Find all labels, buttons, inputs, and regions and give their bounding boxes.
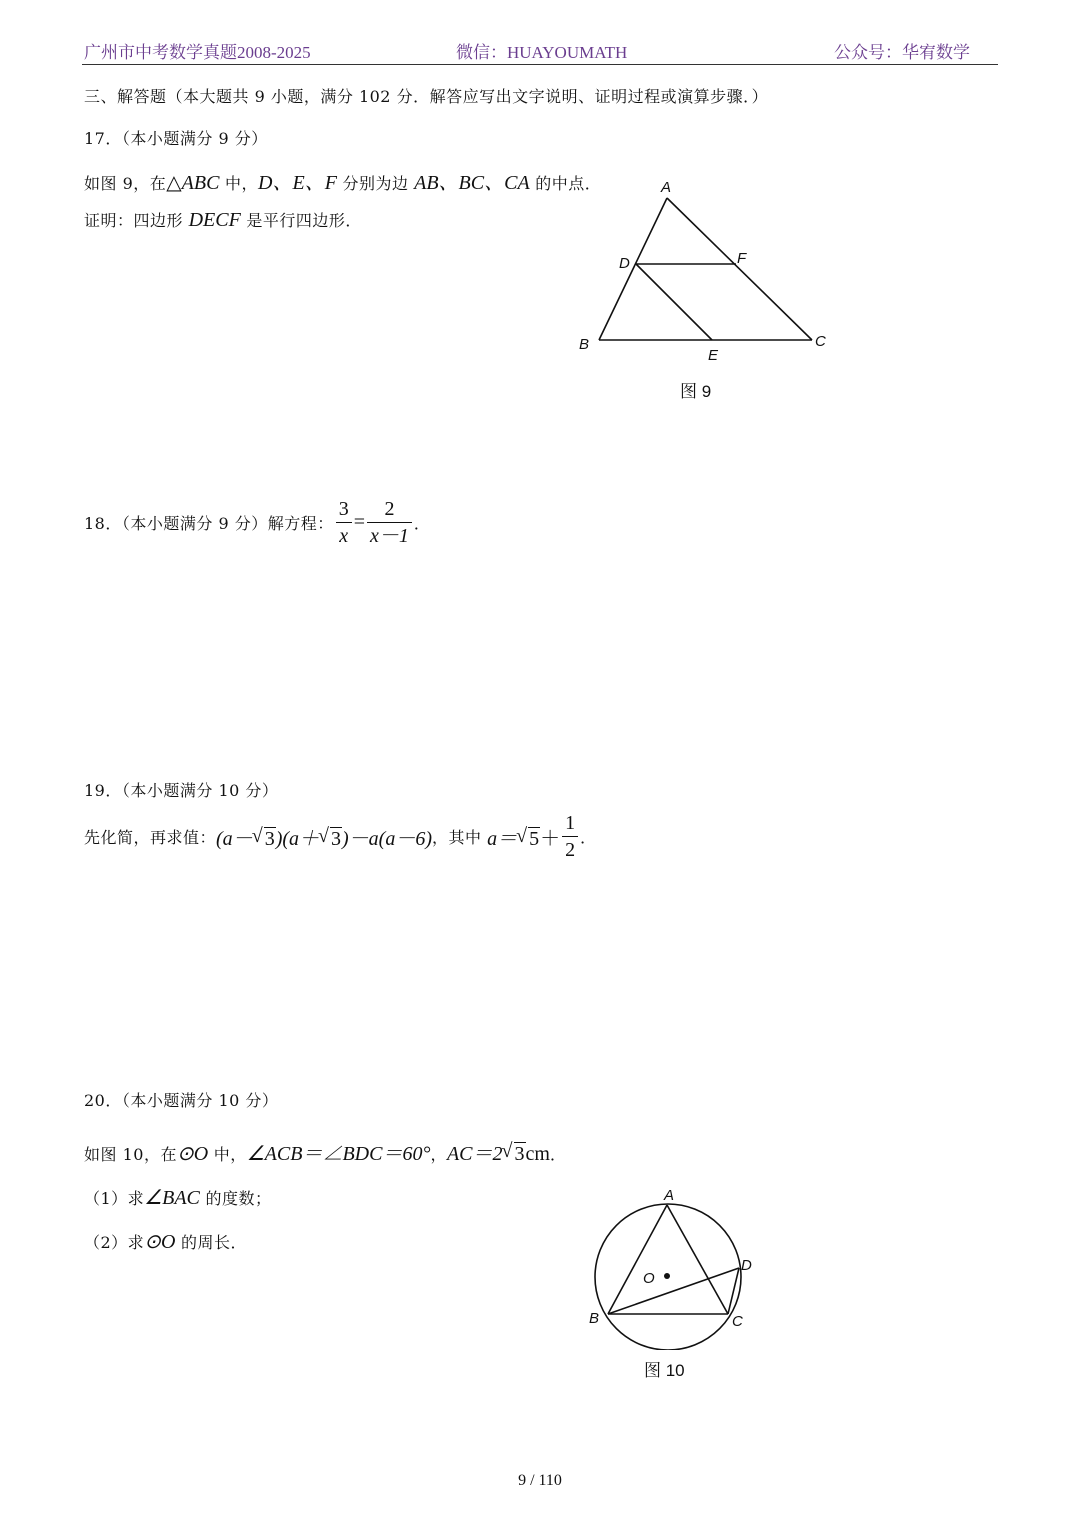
figure-9	[560, 170, 850, 370]
q20-ac-eq: AC＝2	[446, 1143, 503, 1165]
q19-expr-2: )(a＋	[275, 828, 320, 850]
q20-line1	[84, 1137, 566, 1166]
q18-rhs-fraction	[367, 496, 412, 549]
q19-sqrt5: 5	[529, 828, 540, 850]
sqrt-3-b	[319, 828, 342, 851]
label-c: C	[732, 1313, 743, 1330]
label-d: D	[741, 1257, 752, 1274]
q20-circle-o: ⊙O	[176, 1143, 209, 1165]
q19-end: ．	[580, 828, 597, 847]
header-rule	[82, 64, 998, 65]
q18-heading: 18．（本小题满分 9 分）解方程：	[84, 514, 334, 533]
q17-decf: DECF	[188, 209, 241, 231]
label-o: O	[643, 1270, 655, 1287]
q18-lhs-fraction	[336, 496, 352, 549]
q20-angle-bac: ∠BAC	[144, 1187, 200, 1209]
q18-lhs-num: 3	[336, 496, 352, 523]
triangle-symbol: △	[166, 172, 182, 194]
q20-part1	[84, 1185, 271, 1210]
q17-heading: 17．（本小题满分 9 分）	[84, 129, 268, 148]
q19-half-den: 2	[565, 839, 576, 861]
header-left: 广州市中考数学真题2008-2025	[84, 43, 311, 62]
center-dot	[664, 1273, 670, 1279]
q17-line2-suffix: 是平行四边形．	[240, 211, 362, 230]
q19-half-num: 1	[562, 810, 578, 837]
label-a: A	[664, 1187, 675, 1204]
q19-a-eq: a＝	[487, 828, 518, 850]
figure-9-caption: 图 9	[680, 382, 712, 401]
q20-part2	[84, 1229, 247, 1254]
q19-prefix: 先化简，再求值：	[84, 828, 217, 847]
q20-line1-end: ．	[549, 1145, 567, 1164]
label-e: E	[708, 347, 719, 364]
q19-sqrt3-b: 3	[331, 828, 342, 850]
q17-line2-prefix: 证明：四边形	[84, 211, 189, 230]
q19-line	[84, 810, 597, 863]
label-f: F	[737, 250, 747, 267]
q19-sqrt3-a: 3	[264, 828, 275, 850]
q20-ac	[447, 1143, 550, 1165]
sqrt-5	[517, 828, 540, 851]
label-d: D	[619, 255, 630, 272]
q20-angle-eq: ∠ACB＝∠BDC＝60°	[246, 1143, 431, 1165]
q19-mid: ，其中	[432, 828, 488, 847]
q20-line1-prefix: 如图 10，在	[84, 1145, 177, 1164]
segment-ac	[667, 198, 812, 340]
q17-def: D、E、F	[258, 172, 337, 194]
q19-expr-3: )－a(a－6)	[342, 828, 432, 850]
q17-line1	[84, 166, 601, 195]
q19-heading: 19．（本小题满分 10 分）	[84, 781, 279, 800]
q20-part1-suffix: 的度数；	[199, 1189, 272, 1208]
figure-10-caption: 图 10	[644, 1361, 685, 1380]
q18-eq: =	[353, 511, 365, 533]
q17-line2	[84, 208, 362, 232]
segment-de	[636, 264, 712, 340]
segment-dc	[728, 1268, 739, 1314]
q18-line	[84, 496, 430, 549]
q17-line1-prefix: 如图 9，在	[84, 174, 167, 193]
segment-ab	[608, 1205, 667, 1314]
q19-expression	[216, 828, 432, 850]
label-a: A	[661, 179, 672, 196]
q20-sqrt3: 3	[514, 1143, 525, 1165]
figure-10	[570, 1180, 770, 1350]
q20-line1-sep: ，	[430, 1145, 447, 1164]
q17-abc: ABC	[181, 172, 220, 194]
q17-line1-mid2: 分别为边	[336, 174, 415, 193]
sqrt-3-a	[253, 828, 276, 851]
label-b: B	[589, 1310, 600, 1327]
q17-line1-suffix: 的中点．	[529, 174, 602, 193]
label-c: C	[815, 333, 826, 350]
q20-part2-circle: ⊙O	[144, 1231, 176, 1253]
segment-ab	[599, 198, 667, 340]
q20-part2-suffix: 的周长．	[175, 1233, 247, 1252]
section-title: 三、解答题（本大题共 9 小题，满分 102 分．解答应写出文字说明、证明过程或演算步骤．）	[84, 87, 769, 106]
q19-half-fraction	[562, 810, 578, 863]
q19-a-value	[487, 828, 560, 850]
q18-rhs-num: 2	[367, 496, 412, 523]
page-number: 9 / 110	[518, 1472, 562, 1489]
header-center: 微信：HUAYOUMATH	[456, 43, 628, 62]
q19-expr-1: (a－	[216, 828, 253, 850]
segment-ac	[667, 1205, 728, 1314]
q19-plus: ＋	[540, 828, 561, 850]
q20-heading: 20．（本小题满分 10 分）	[84, 1091, 279, 1110]
label-b: B	[579, 336, 590, 353]
q18-end: ．	[413, 514, 431, 533]
segment-bd	[608, 1268, 739, 1314]
header-right: 公众号：华宥数学	[834, 43, 970, 62]
q20-part1-prefix: （1）求	[84, 1189, 145, 1208]
q18-lhs-den: x	[339, 525, 349, 547]
q17-line1-mid: 中，	[219, 174, 259, 193]
q18-rhs-den: x－1	[370, 525, 409, 547]
sqrt-3-c	[503, 1143, 526, 1166]
q20-line1-mid: 中，	[208, 1145, 247, 1164]
q17-sides: AB、BC、CA	[414, 172, 530, 194]
q20-unit: cm	[525, 1143, 550, 1165]
q20-part2-prefix: （2）求	[84, 1233, 145, 1252]
